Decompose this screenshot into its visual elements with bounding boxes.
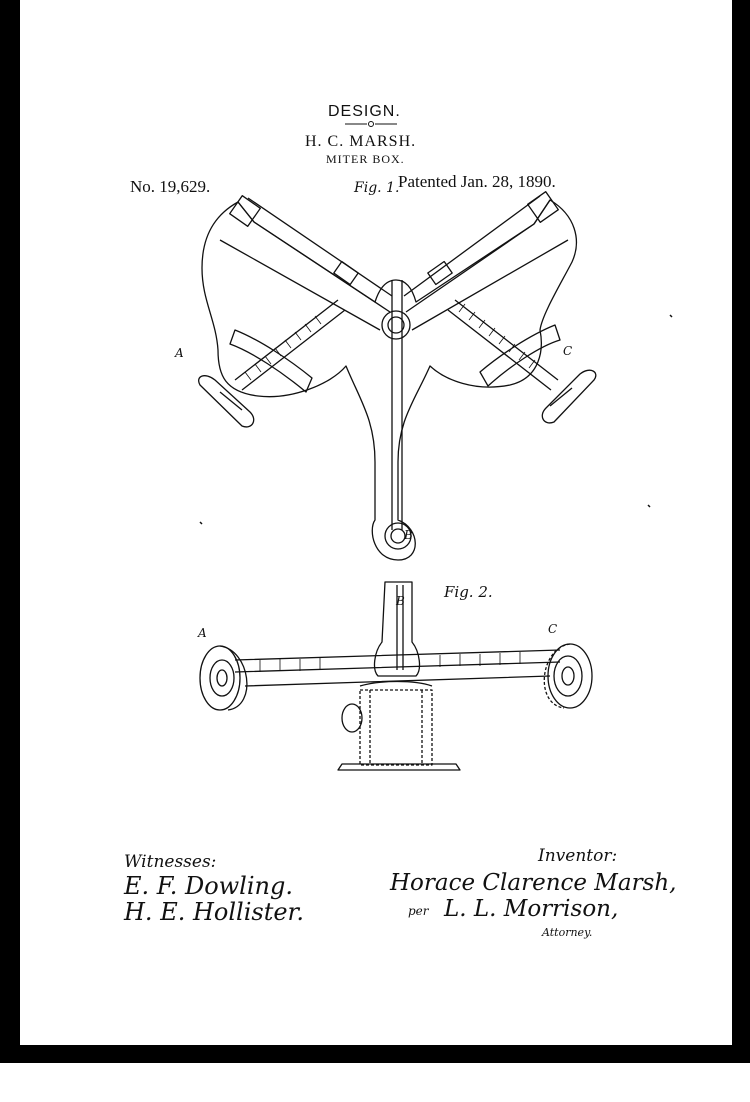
- fig1-right-arm: [404, 196, 568, 330]
- patent-number: No. 19,629.: [130, 177, 211, 196]
- figure1-label: Fig. 1.: [354, 180, 400, 196]
- per-label: per: [408, 904, 429, 918]
- fig1-left-handle: [199, 376, 254, 427]
- fig1-right-cap: [528, 192, 559, 223]
- design-label: DESIGN.: [328, 103, 401, 120]
- inventor-label: Inventor:: [538, 846, 618, 866]
- fig1-label-c: C: [563, 344, 573, 358]
- witnesses-label: Witnesses:: [124, 852, 217, 872]
- figure2-title: Fig. 2.: [444, 583, 493, 601]
- inventor-name: H. C. MARSH.: [305, 133, 417, 150]
- fig1-label-a: A: [175, 346, 184, 360]
- fig1-outline: [202, 200, 576, 560]
- fig1-right-handle: [542, 370, 596, 423]
- fig1-left-nut: [334, 262, 358, 285]
- fig2-label-a: A: [198, 626, 207, 640]
- bottom-rule: [0, 1060, 750, 1063]
- fig1-center-hub: [382, 311, 410, 339]
- inventor-signature: Horace Clarence Marsh,: [390, 870, 677, 896]
- subject-title: MITER BOX.: [326, 152, 405, 166]
- fig1-left-arm: [220, 198, 392, 330]
- patent-date: Patented Jan. 28, 1890.: [398, 172, 556, 191]
- patent-sheet: [20, 0, 732, 1045]
- fig2-label-c: C: [548, 622, 558, 636]
- witness-signature-1: E. F. Dowling.: [124, 872, 293, 900]
- attorney-signature: L. L. Morrison,: [444, 896, 619, 922]
- fig1-label-b: B: [404, 528, 413, 542]
- fig2-label-b: B: [396, 594, 405, 608]
- bottom-strip: [0, 1060, 750, 1102]
- fig2-base: [360, 690, 432, 765]
- fig1-right-jaw: [480, 325, 560, 386]
- fig1-left-screw: [235, 300, 345, 390]
- figure2-drawing: [200, 582, 592, 770]
- fig1-left-jaw: [230, 330, 312, 392]
- attorney-label: Attorney.: [542, 926, 593, 939]
- witness-signature-2: H. E. Hollister.: [124, 898, 304, 926]
